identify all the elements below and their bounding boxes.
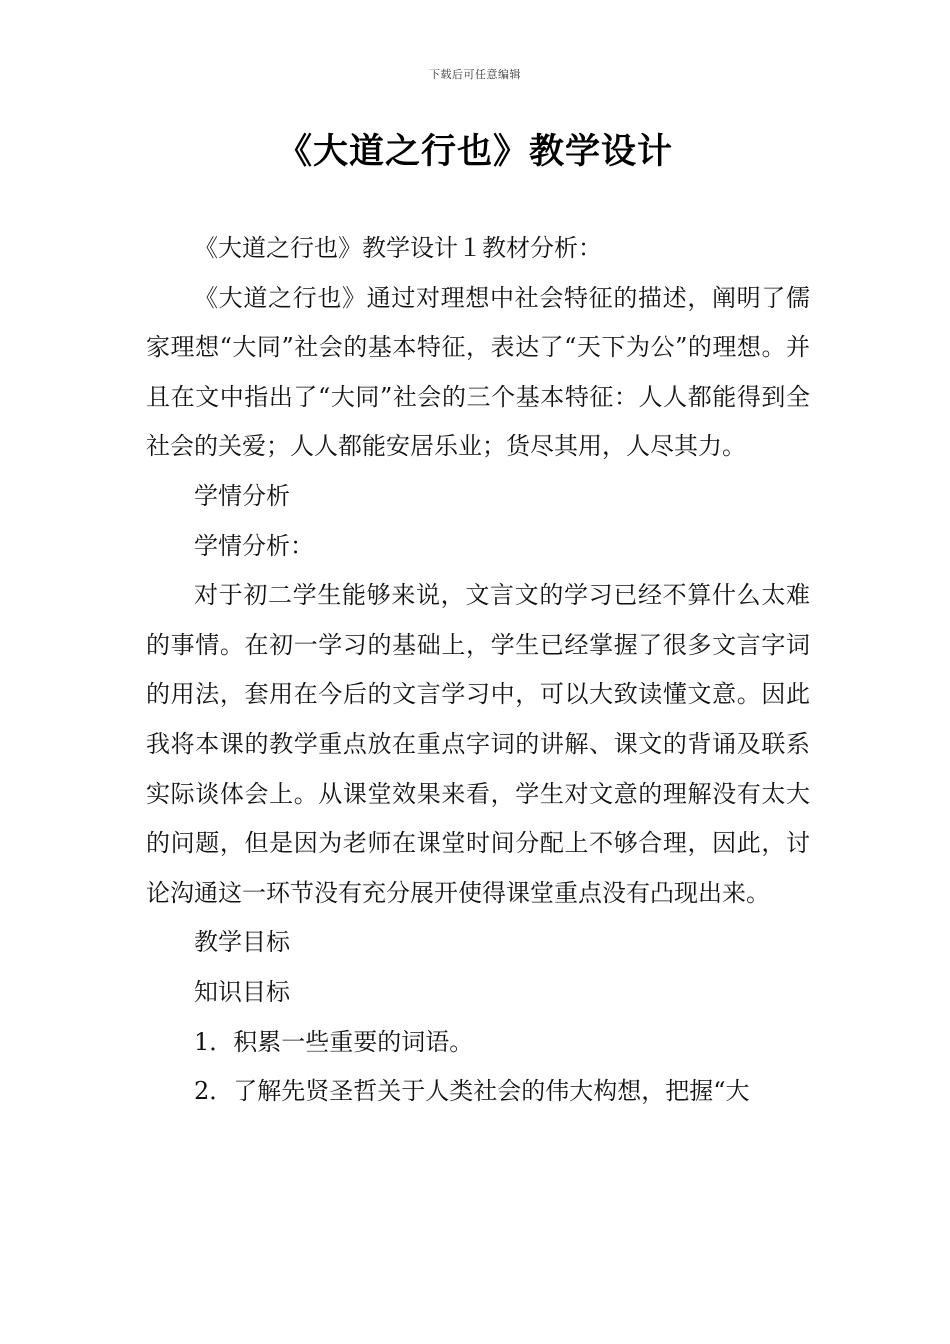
subheading-student-analysis: 学情分析： xyxy=(194,531,314,560)
heading-student-analysis: 学情分析 xyxy=(194,481,290,510)
list-item-goal-1: 1．积累一些重要的词语。 xyxy=(194,1027,474,1056)
paragraph-intro: 《大道之行也》教学设计１教材分析： xyxy=(194,234,602,262)
document-body xyxy=(146,224,810,1117)
paragraph-textbook-analysis: 《大道之行也》通过对理想中社会特征的描述，阐明了儒家理想“大同”社会的基本特征，表达了“天下为公”的理想。并且在文中指出了“大同”社会的三个基本特征：人人都能得到全社会的关爱；人人都能安居乐业；货尽其用，人尽其力。 xyxy=(146,283,810,461)
list-item-goal-2: 2．了解先贤圣哲关于人类社会的伟大构想，把握“大 xyxy=(194,1077,750,1106)
subheading-knowledge-goals: 知识目标 xyxy=(194,977,290,1006)
document-title: 《大道之行也》教学设计 xyxy=(276,132,673,172)
heading-teaching-goals: 教学目标 xyxy=(194,928,290,957)
paragraph-student-analysis: 对于初二学生能够来说，文言文的学习已经不算什么太难的事情。在初一学习的基础上，学生已经掌握了很多文言字词的用法，套用在今后的文言学习中，可以大致读懂文意。因此我将本课的教学重点放在重点字词的讲解、课文的背诵及联系实际谈体会上。从课堂效果来看，学生对文意的理解没有太大的问题，但是因为老师在课堂时间分配上不够合理，因此，讨论沟通这一环节没有充分展开使得课堂重点没有凸现出来。 xyxy=(146,581,810,907)
header-note: 下载后可任意编辑 xyxy=(429,68,521,81)
